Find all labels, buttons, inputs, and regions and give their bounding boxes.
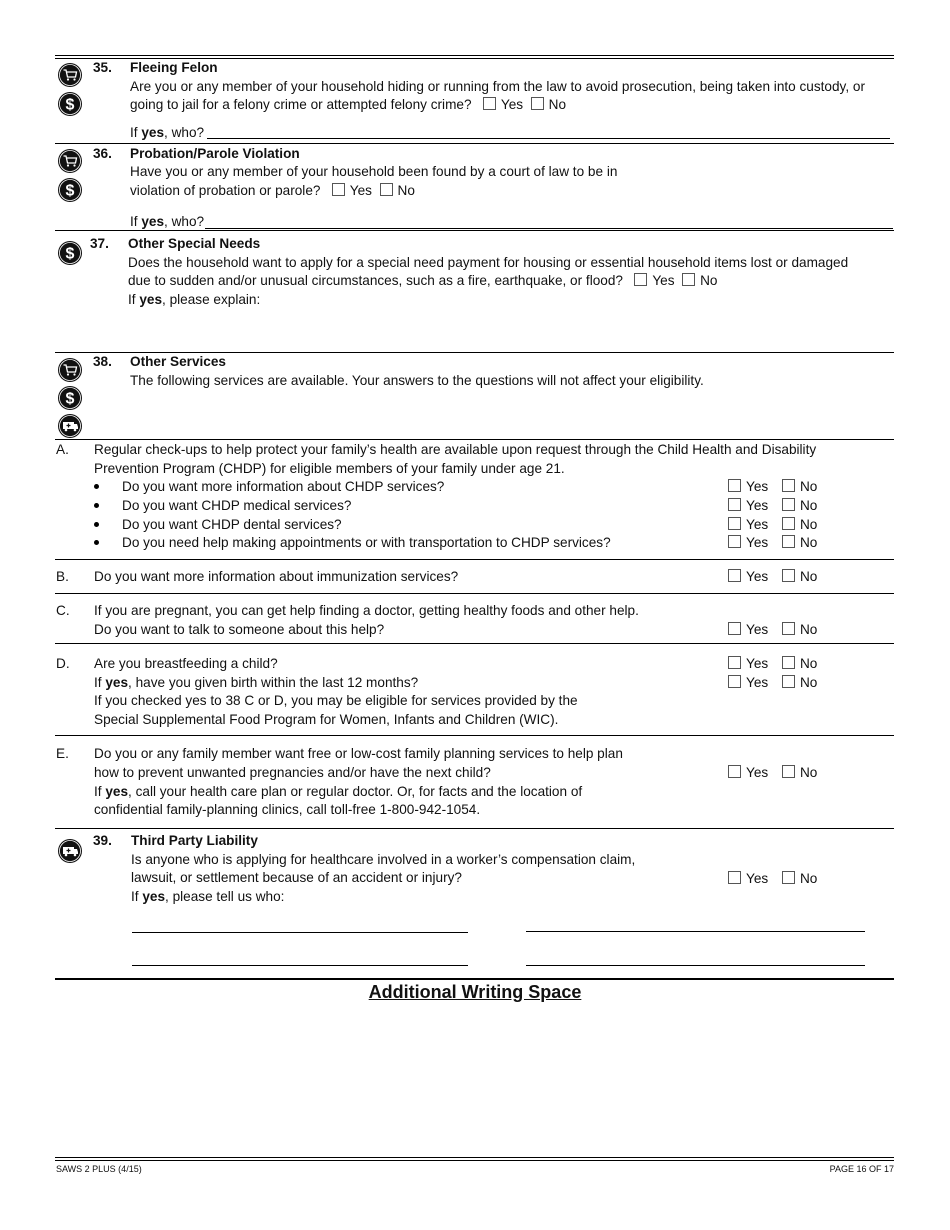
q39-line1: Is anyone who is applying for healthcare involved in a worker’s compensation claim, xyxy=(131,852,636,867)
shopping-cart-icon xyxy=(57,148,83,174)
dollar-icon xyxy=(57,177,83,203)
bullet-icon xyxy=(94,540,99,545)
no-checkbox[interactable]: No xyxy=(782,656,817,671)
q37-line2: due to sudden and/or unusual circumstances, such as a fire, earthquake, or flood? Yes No xyxy=(128,273,718,288)
q35-line2: going to jail for a felony crime or attempted felony crime? Yes No xyxy=(130,97,567,112)
yes-checkbox[interactable]: Yes xyxy=(728,622,778,637)
form-id: SAWS 2 PLUS (4/15) xyxy=(56,1164,142,1174)
sectionD-q1-yesno xyxy=(728,656,817,671)
q35-yes-checkbox[interactable]: Yes xyxy=(483,97,523,112)
no-checkbox[interactable]: No xyxy=(782,498,817,513)
divider xyxy=(55,978,894,980)
sectionA-bullet-2: Do you want CHDP medical services? xyxy=(94,498,99,513)
bullet-icon xyxy=(94,484,99,489)
no-checkbox[interactable]: No xyxy=(782,675,817,690)
q36-no-checkbox[interactable]: No xyxy=(380,183,415,198)
q36-title: Probation/Parole Violation xyxy=(130,146,300,161)
sectionA-q4-yesno xyxy=(728,535,817,550)
divider xyxy=(55,828,894,829)
additional-writing-heading: Additional Writing Space xyxy=(368,982,582,1002)
q37-yes-checkbox[interactable]: Yes xyxy=(634,273,674,288)
q38-title: Other Services xyxy=(130,354,226,369)
q36-line1: Have you or any member of your household been found by a court of law to be in xyxy=(130,164,618,179)
q36-who-field[interactable] xyxy=(205,228,893,229)
no-checkbox[interactable]: No xyxy=(782,622,817,637)
divider xyxy=(55,735,894,736)
q35-no-checkbox[interactable]: No xyxy=(531,97,566,112)
no-checkbox[interactable]: No xyxy=(782,479,817,494)
sectionA-q2-yesno xyxy=(728,498,817,513)
sectionD-line4: Special Supplemental Food Program for Women, Infants and Children (WIC). xyxy=(94,712,559,727)
sectionA-letter: A. xyxy=(56,442,69,457)
yes-checkbox[interactable]: Yes xyxy=(728,656,778,671)
sectionD-letter: D. xyxy=(56,656,70,671)
q35-number: 35. xyxy=(93,60,112,75)
q39-title: Third Party Liability xyxy=(131,833,258,848)
yes-checkbox[interactable]: Yes xyxy=(728,517,778,532)
q39-yesno xyxy=(728,871,817,886)
no-checkbox[interactable]: No xyxy=(782,871,817,886)
sectionB-line1: Do you want more information about immunization services? xyxy=(94,569,459,584)
q39-tell-label: If yes, please tell us who: xyxy=(131,889,285,904)
q39-name-field-1[interactable] xyxy=(132,932,468,933)
page-number: PAGE 16 OF 17 xyxy=(829,1164,894,1174)
yes-checkbox[interactable]: Yes xyxy=(728,498,778,513)
sectionA-q1-yesno xyxy=(728,479,817,494)
q39-number: 39. xyxy=(93,833,112,848)
q37-no-checkbox[interactable]: No xyxy=(682,273,717,288)
bullet-icon xyxy=(94,522,99,527)
divider xyxy=(55,143,894,144)
q36-yes-checkbox[interactable]: Yes xyxy=(332,183,372,198)
q38-number: 38. xyxy=(93,354,112,369)
shopping-cart-icon xyxy=(57,357,83,383)
sectionE-line1: Do you or any family member want free or low-cost family planning services to help plan xyxy=(94,746,623,761)
sectionC-line1: If you are pregnant, you can get help finding a doctor, getting healthy foods and other help. xyxy=(94,603,639,618)
q35-who-label: If yes, who? xyxy=(130,125,205,140)
q37-explain-label: If yes, please explain: xyxy=(128,292,261,307)
sectionC-line2: Do you want to talk to someone about this help? xyxy=(94,622,385,637)
no-checkbox[interactable]: No xyxy=(782,517,817,532)
ambulance-icon xyxy=(57,838,83,864)
no-checkbox[interactable]: No xyxy=(782,765,817,780)
sectionD-line2: If yes, have you given birth within the last 12 months? xyxy=(94,675,419,690)
divider xyxy=(55,352,894,353)
sectionD-line1: Are you breastfeeding a child? xyxy=(94,656,278,671)
q37-line1: Does the household want to apply for a special need payment for housing or essential household items lost or damaged xyxy=(128,255,849,270)
no-checkbox[interactable]: No xyxy=(782,535,817,550)
q36-who-label: If yes, who? xyxy=(130,214,205,229)
q37-number: 37. xyxy=(90,236,109,251)
yes-checkbox[interactable]: Yes xyxy=(728,675,778,690)
sectionB-yesno xyxy=(728,569,817,584)
q35-who-field[interactable] xyxy=(207,138,890,139)
sectionE-yesno xyxy=(728,765,817,780)
sectionE-line2: how to prevent unwanted pregnancies and/or have the next child? xyxy=(94,765,491,780)
yes-checkbox[interactable]: Yes xyxy=(728,479,778,494)
sectionA-bullet-4: Do you need help making appointments or with transportation to CHDP services? xyxy=(94,535,99,550)
yes-checkbox[interactable]: Yes xyxy=(728,535,778,550)
divider xyxy=(55,559,894,560)
footer-rule xyxy=(55,1157,894,1161)
sectionA-q3-yesno xyxy=(728,517,817,532)
dollar-icon xyxy=(57,91,83,117)
q35-line1: Are you or any member of your household hiding or running from the law to avoid prosecution, being taken into custody, or xyxy=(130,79,865,94)
q37-title: Other Special Needs xyxy=(128,236,261,251)
divider xyxy=(55,439,894,440)
q36-number: 36. xyxy=(93,146,112,161)
no-checkbox[interactable]: No xyxy=(782,569,817,584)
sectionE-line3: If yes, call your health care plan or regular doctor. Or, for facts and the location of xyxy=(94,784,583,799)
sectionE-line4: confidential family-planning clinics, call toll-free 1-800-942-1054. xyxy=(94,802,481,817)
ambulance-icon xyxy=(57,413,83,439)
sectionC-letter: C. xyxy=(56,603,70,618)
q35-title: Fleeing Felon xyxy=(130,60,218,75)
divider xyxy=(55,230,894,231)
sectionA-line1: Regular check-ups to help protect your family’s health are available upon request through the Child Health and Disability xyxy=(94,442,817,457)
sectionB-letter: B. xyxy=(56,569,69,584)
top-rule xyxy=(55,55,894,59)
dollar-icon xyxy=(57,385,83,411)
yes-checkbox[interactable]: Yes xyxy=(728,871,778,886)
q39-line2: lawsuit, or settlement because of an accident or injury? xyxy=(131,870,462,885)
yes-checkbox[interactable]: Yes xyxy=(728,569,778,584)
q37-explain-field[interactable] xyxy=(128,308,888,348)
q36-line2: violation of probation or parole? Yes No xyxy=(130,183,415,198)
q39-name-field-3[interactable] xyxy=(132,965,468,966)
q39-name-field-4[interactable] xyxy=(526,965,865,966)
sectionE-letter: E. xyxy=(56,746,69,761)
sectionA-bullet-1: Do you want more information about CHDP services? xyxy=(94,479,99,494)
bullet-icon xyxy=(94,503,99,508)
yes-checkbox[interactable]: Yes xyxy=(728,765,778,780)
divider xyxy=(55,593,894,594)
shopping-cart-icon xyxy=(57,62,83,88)
divider xyxy=(55,643,894,644)
sectionD-line3: If you checked yes to 38 C or D, you may be eligible for services provided by the xyxy=(94,693,578,708)
q38-line1: The following services are available. Your answers to the questions will not affect your eligibility. xyxy=(130,373,704,388)
sectionA-line2: Prevention Program (CHDP) for eligible members of your family under age 21. xyxy=(94,461,565,476)
sectionC-yesno xyxy=(728,622,817,637)
sectionD-q2-yesno xyxy=(728,675,817,690)
sectionA-bullet-3: Do you want CHDP dental services? xyxy=(94,517,99,532)
additional-writing-area[interactable] xyxy=(55,1010,894,1150)
q39-name-field-2[interactable] xyxy=(526,931,865,932)
dollar-icon xyxy=(57,240,83,266)
